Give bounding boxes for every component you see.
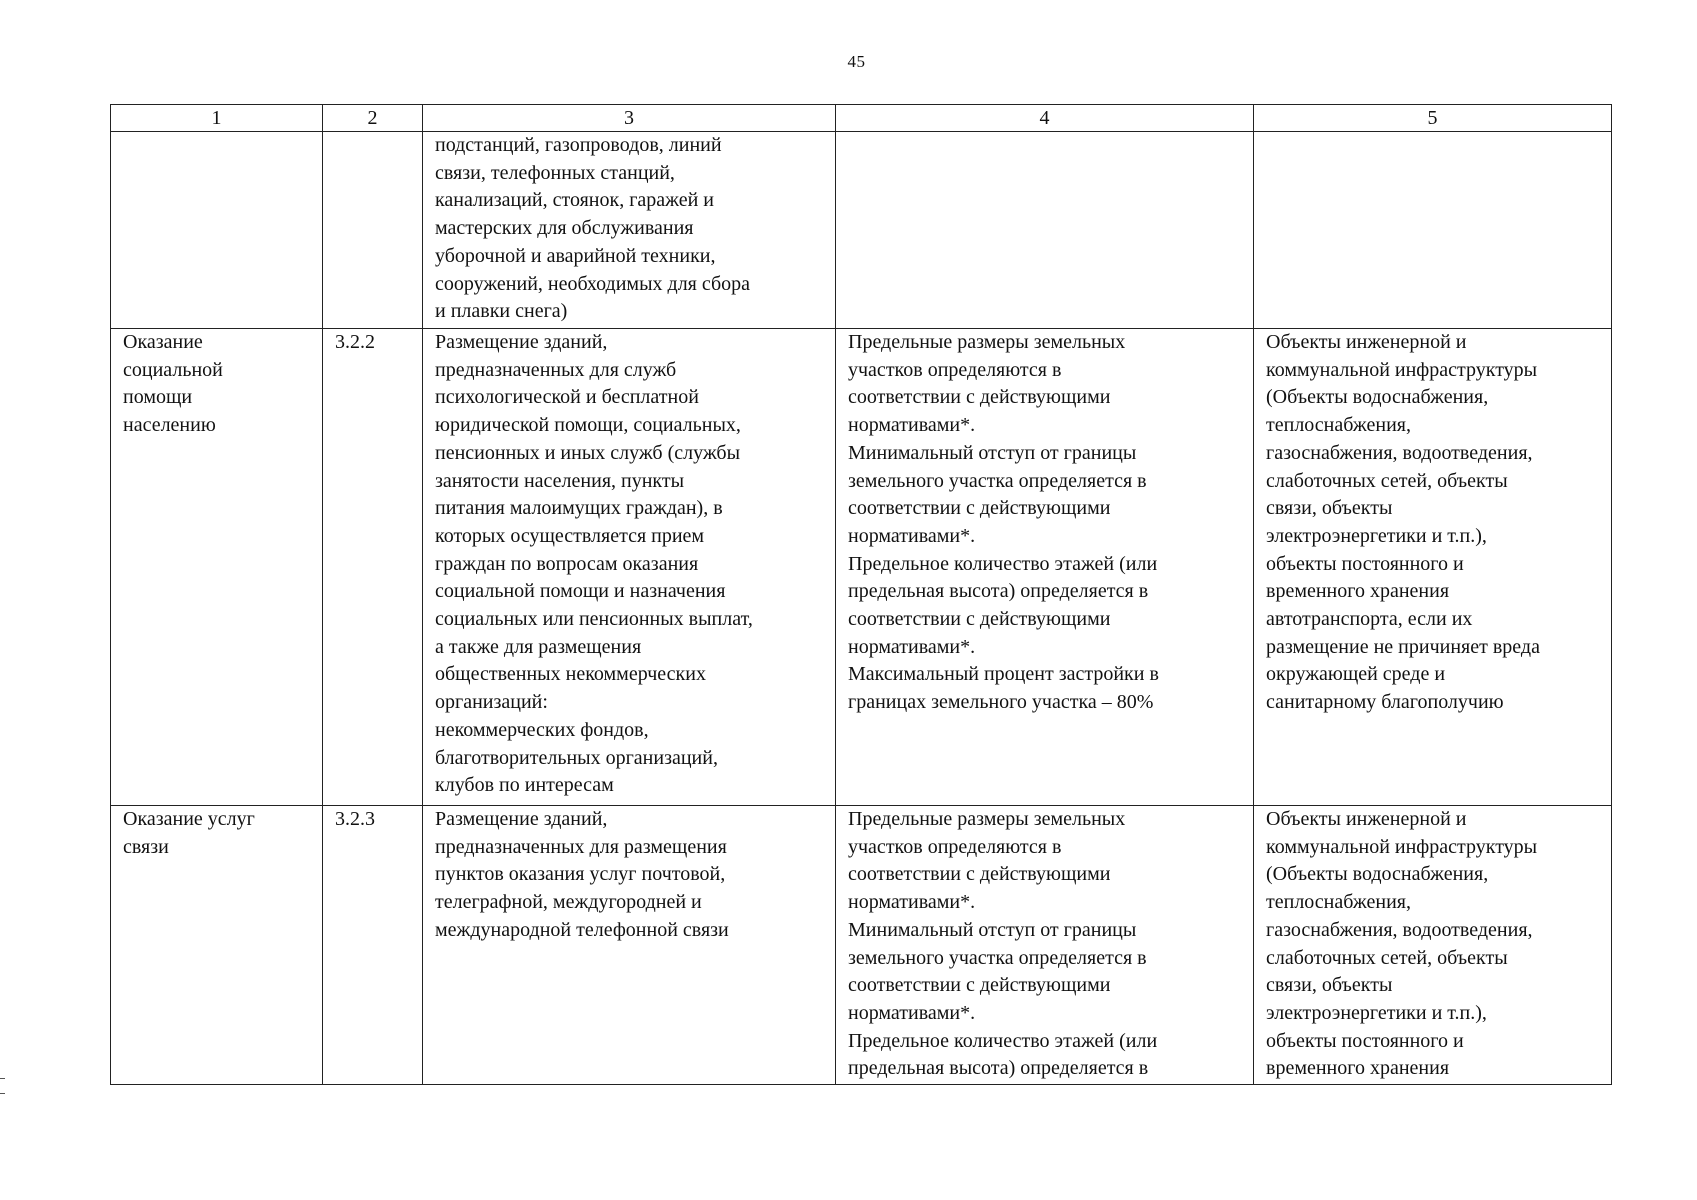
parameters-cell [836,132,1254,329]
use-code-cell: 3.2.3 [323,806,423,1085]
table-row [111,806,1612,1085]
use-code-cell: 3.2.2 [323,329,423,806]
table-row [111,329,1612,806]
parameters-cell: Предельные размеры земельных участков определяются в соответствии с действующими нормативами*. Минимальный отступ от границы земельного участка определяется в соответствии с действующими нормативами*. Предельное количество этажей (или предельная высота) определяется в соответствии с действующими нормативами*. Максимальный процент застройки в границах земельного участка – 80% [836,329,1254,806]
column-header-4: 4 [836,105,1254,132]
use-code-cell [323,132,423,329]
column-header-2: 2 [323,105,423,132]
auxiliary-uses-cell: Объекты инженерной и коммунальной инфраструктуры (Объекты водоснабжения, теплоснабжения, газоснабжения, водоотведения, слаботочных сетей, объекты связи, объекты электроэнергетики и т.п.), объекты постоянного и временного хранения [1254,806,1612,1085]
table-row [111,132,1612,329]
use-name-cell [111,132,323,329]
land-use-table [110,104,1612,1085]
table-header-row [111,105,1612,132]
column-header-1: 1 [111,105,323,132]
scan-margin-mark [0,1078,5,1094]
use-description-cell: подстанций, газопроводов, линий связи, телефонных станций, канализаций, стоянок, гаражей и мастерских для обслуживания уборочной и аварийной техники, сооружений, необходимых для сбора и плавки снега) [423,132,836,329]
use-name-cell: Оказание социальной помощи населению [111,329,323,806]
column-header-5: 5 [1254,105,1612,132]
use-name-cell: Оказание услуг связи [111,806,323,1085]
use-description-cell: Размещение зданий, предназначенных для размещения пунктов оказания услуг почтовой, телеграфной, междугородней и международной телефонной связи [423,806,836,1085]
column-header-3: 3 [423,105,836,132]
auxiliary-uses-cell: Объекты инженерной и коммунальной инфраструктуры (Объекты водоснабжения, теплоснабжения, газоснабжения, водоотведения, слаботочных сетей, объекты связи, объекты электроэнергетики и т.п.), объекты постоянного и временного хранения автотранспорта, если их размещение не причиняет вреда окружающей среде и санитарному благополучию [1254,329,1612,806]
auxiliary-uses-cell [1254,132,1612,329]
parameters-cell: Предельные размеры земельных участков определяются в соответствии с действующими нормативами*. Минимальный отступ от границы земельного участка определяется в соответствии с действующими нормативами*. Предельное количество этажей (или предельная высота) определяется в [836,806,1254,1085]
page-number: 45 [847,52,866,71]
use-description-cell: Размещение зданий, предназначенных для служб психологической и бесплатной юридической помощи, социальных, пенсионных и иных служб (службы занятости населения, пункты питания малоимущих граждан), в которых осуществляется прием граждан по вопросам оказания социальной помощи и назначения социальных или пенсионных выплат, а также для размещения общественных некоммерческих организаций: некоммерческих фондов, благотворительных организаций, клубов по интересам [423,329,836,806]
